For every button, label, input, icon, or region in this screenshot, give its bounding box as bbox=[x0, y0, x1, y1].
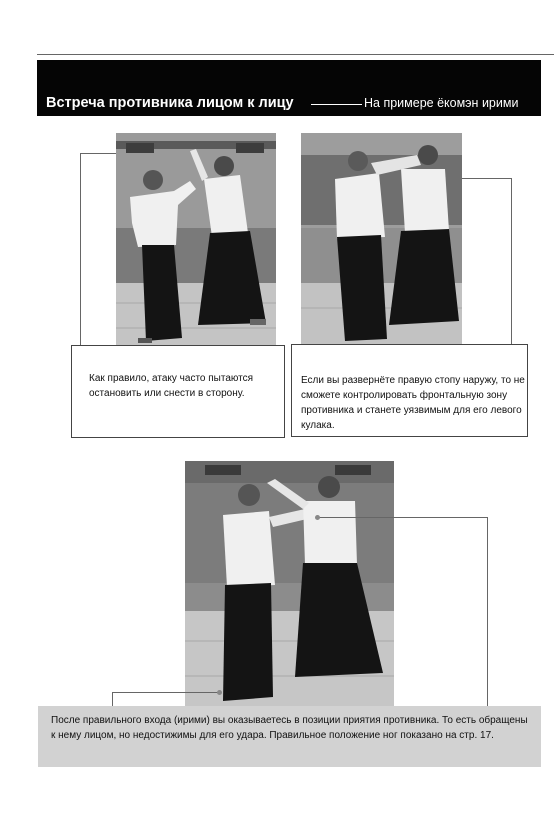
section-title: Встреча противника лицом к лицу bbox=[46, 95, 294, 111]
leader-line-1-horizontal bbox=[80, 153, 116, 154]
leader-line-1-vertical bbox=[80, 153, 81, 345]
leader-line-4-horizontal bbox=[112, 692, 220, 693]
leader-line-2-vertical bbox=[511, 178, 512, 344]
section-header bbox=[37, 60, 541, 116]
photo-correct-irimi bbox=[185, 461, 394, 706]
leader-line-4-vertical bbox=[112, 692, 113, 706]
leader-line-3-horizontal bbox=[318, 517, 487, 518]
leader-dot-4 bbox=[217, 690, 222, 695]
top-rule bbox=[37, 54, 554, 55]
caption-text-1: Как правило, атаку часто пытаются остановить или снести в сторону. bbox=[89, 373, 254, 399]
leader-dot-3 bbox=[315, 515, 320, 520]
leader-line-2-horizontal bbox=[462, 178, 511, 179]
callout-box-3 bbox=[38, 706, 541, 767]
callout-box-2 bbox=[291, 344, 528, 437]
caption-text-2: Если вы развернёте правую стопу наружу, то не сможете контролировать фронтальную зону противника и станете уязвимым для его левого кулака. bbox=[301, 375, 525, 431]
photo-wrong-foot-position bbox=[301, 133, 462, 355]
section-subtitle: На примере ёкомэн ирими bbox=[364, 96, 519, 110]
callout-box-1 bbox=[71, 345, 285, 438]
photo-blocking-attack bbox=[116, 133, 276, 355]
leader-line-3-vertical bbox=[487, 517, 488, 706]
caption-text-3: После правильного входа (ирими) вы оказываетесь в позиции приятия противника. То есть обращены к нему лицом, но недостижимы для его удара. Правильное положение ног показано на стр. 17. bbox=[51, 715, 528, 741]
header-divider-line bbox=[311, 104, 362, 105]
